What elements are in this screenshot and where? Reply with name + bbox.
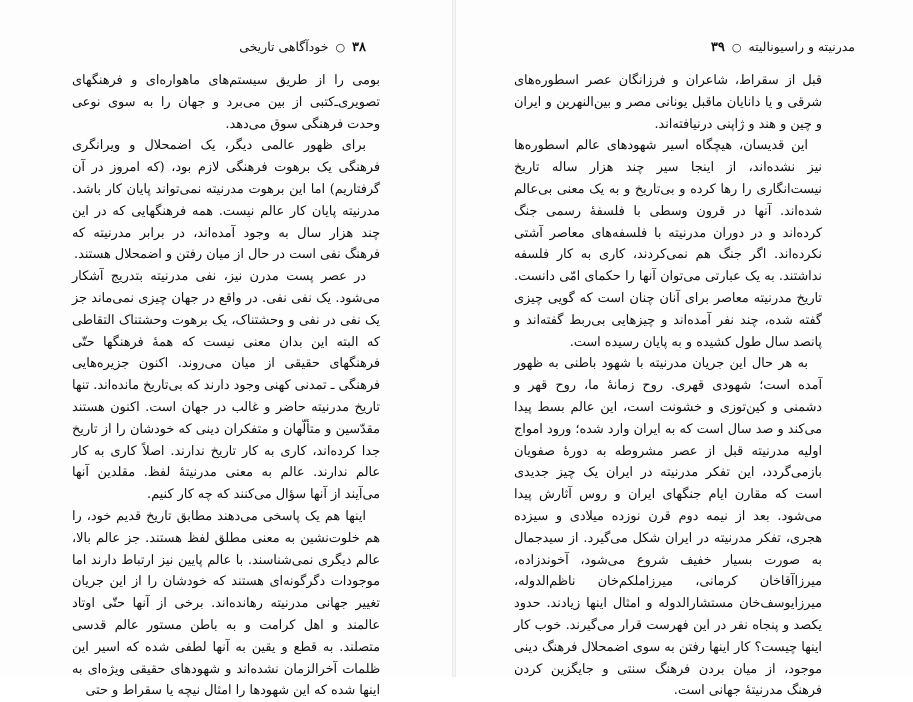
right-page bbox=[456, 0, 913, 699]
body-text bbox=[514, 70, 822, 699]
paragraph: این قدیسان، هیچگاه اسیر شهودهای عالم اسطوره‌ها نیز نشده‌اند، از اینجا سیر چند هزار ساله تاریخ نیست‌انگاری را رها کرده و بی‌تاریخ و به یک معنی بی‌عالم شده‌اند. آنها در قرون وسطی با فلسفهٔ رسمی جنگ کرده‌اند و در دوران مدرنیته با فلسفه‌های معاصر آشتی نکرده‌اند. اگر جنگ هم نمی‌کردند، کاری به کار فلسفه نداشتند. به یک عبارتی می‌توان آنها را حکمای امّی دانست. تاریخ مدرنیته معاصر برای آنان چنان است که گویی چیزی گفته شده، چند نفر آمده‌اند و چیزهایی بی‌ربط گفته‌اند و پانصد سال طول کشیده و به پایان رسیده است. bbox=[514, 138, 822, 350]
paragraph: بومی را از طریق سیستم‌های ماهواره‌ای و فرهنگهای تصویری‌ـ‌کتبی از بین می‌برد و جهان را به سوی نوعی وحدت فرهنگی سوق می‌دهد. bbox=[72, 73, 380, 132]
paragraph: قبل از سقراط، شاعران و فرزانگان عصر اسطوره‌های شرقی و یا دانایان ماقبل یونانی مصر و بین‌النهرین و ایران و چین و هند و ژاپنی درنیافته‌اند. bbox=[514, 73, 822, 132]
left-page bbox=[0, 0, 452, 699]
header-separator: ○ bbox=[335, 41, 346, 54]
paragraph: به هر حال این جریان مدرنیته با شهود باطنی به ظهور آمده است؛ شهودی قهری. روح زمانهٔ ما، روح قهر و دشمنی و کین‌توزی و خشونت است، این عالم بسط پیدا می‌کند و صد سال است که به ایران وارد شده؛ ورود امواج اولیه مدرنیته قبل از عصر مشروطه به دورهٔ صفویان بازمی‌گردد، این تفکر مدرنیته در ایران یک چیز جدیدی است که مقارن ایام جنگهای ایران و روس آثارش پیدا می‌شود. بعد از نیمه دوم قرن نوزده میلادی و سیزده هجری، تفکر مدرنیته در ایران شکل می‌گیرد. از سیدجمال به صورت بسیار خفیف شروع می‌شود، آخوندزاده، میرزاآقاخان کرمانی، میرزاملکم‌خان ناظم‌الدوله، میرزایوسف‌خان مستشارالدوله و امثال اینها زیادند. حدود یکصد و پنجاه نفر در این فهرست قرار می‌گیرند. خوب کار اینها چیست؟ کار اینها رفتن به سوی اضمحلال فرهنگ دینی موجود، از میان بردن فرهنگ سنتی و جایگزین کردن فرهنگ مدرنیتهٔ جهانی است. bbox=[514, 356, 822, 699]
paragraph: اینها هم یک پاسخی می‌دهند مطابق تاریخ قدیم خود، را هم خلوت‌نشین به معنی مطلق لفظ هستند. جز عالم بالا، عالم دیگری نمی‌شناسند. با عالم پایین نیز ارتباط دارند اما موجودات دگرگونه‌ای هستند که خودشان را از این جریان تغییر جهانی مدرنیته رهانده‌اند. برخی از آنها حتّی اوتاد عالمند و اهل کرامت و به باطن مستور عالم قدسی متصلند. به قطع و یقین به آنها لطفی شده که اسیر این ظلمات آخرالزمان نشده‌اند و شهودهای حقیقی ویژه‌ای به اینها شده که این شهودها را امثال نیچه یا سقراط و حتی bbox=[72, 508, 380, 699]
body-text bbox=[72, 70, 380, 699]
page-header bbox=[239, 36, 366, 58]
running-title: خودآگاهی تاریخی bbox=[239, 39, 329, 54]
paragraph: برای ظهور عالمی دیگر، یک اضمحلال و ویرانگری فرهنگی یک برهوت فرهنگی لازم بود، (که امروز در آن گرفتاریم) اما این برهوت مدرنیته نمی‌تواند پایان کار باشد. مدرنیته پایان کار عالم نیست. همه فرهنگهایی که در این چند هزار سال به وجود آمده‌اند، در برابر مدرنیته که فرهنگ نفی است در حال از میان رفتن و اضمحلال هستند. bbox=[72, 138, 380, 263]
running-title: مدرنیته و راسیونالیته bbox=[748, 39, 855, 54]
page-number: ۳۹ bbox=[710, 40, 725, 55]
paragraph: در عصر پست مدرن نیز، نفی مدرنیته بتدریج آشکار می‌شود. یک نفی نفی. در واقع در جهان چیزی نمی‌ماند جز یک نفی در نفی و وحشتناک، یک برهوت وحشتناک التقاطی که البته این بدان معنی نیست که همهٔ فرهنگها حتّی فرهنگهای حقیقی از میان می‌روند. اکنون جزیره‌هایی فرهنگی ـ تمدنی کهنی وجود دارند که بی‌تاریخ مانده‌اند. تنها تاریخ مدرنیته حاضر و غالب در جهان است. اکنون هستند مقدّسین و متألّهان و متفکران دینی که خودشان را از تاریخ جدا کرده‌اند، کاری به کار تاریخ ندارند. اصلاً کاری به کار عالم ندارند. عالم به معنی مدرنیتهٔ لفظ. مقلدین آنها می‌آیند از آنها سؤال می‌کنند که چه کار کنیم. bbox=[72, 269, 380, 503]
header-separator: ○ bbox=[731, 41, 742, 54]
page-number: ۳۸ bbox=[352, 40, 366, 55]
page-header bbox=[711, 36, 855, 58]
